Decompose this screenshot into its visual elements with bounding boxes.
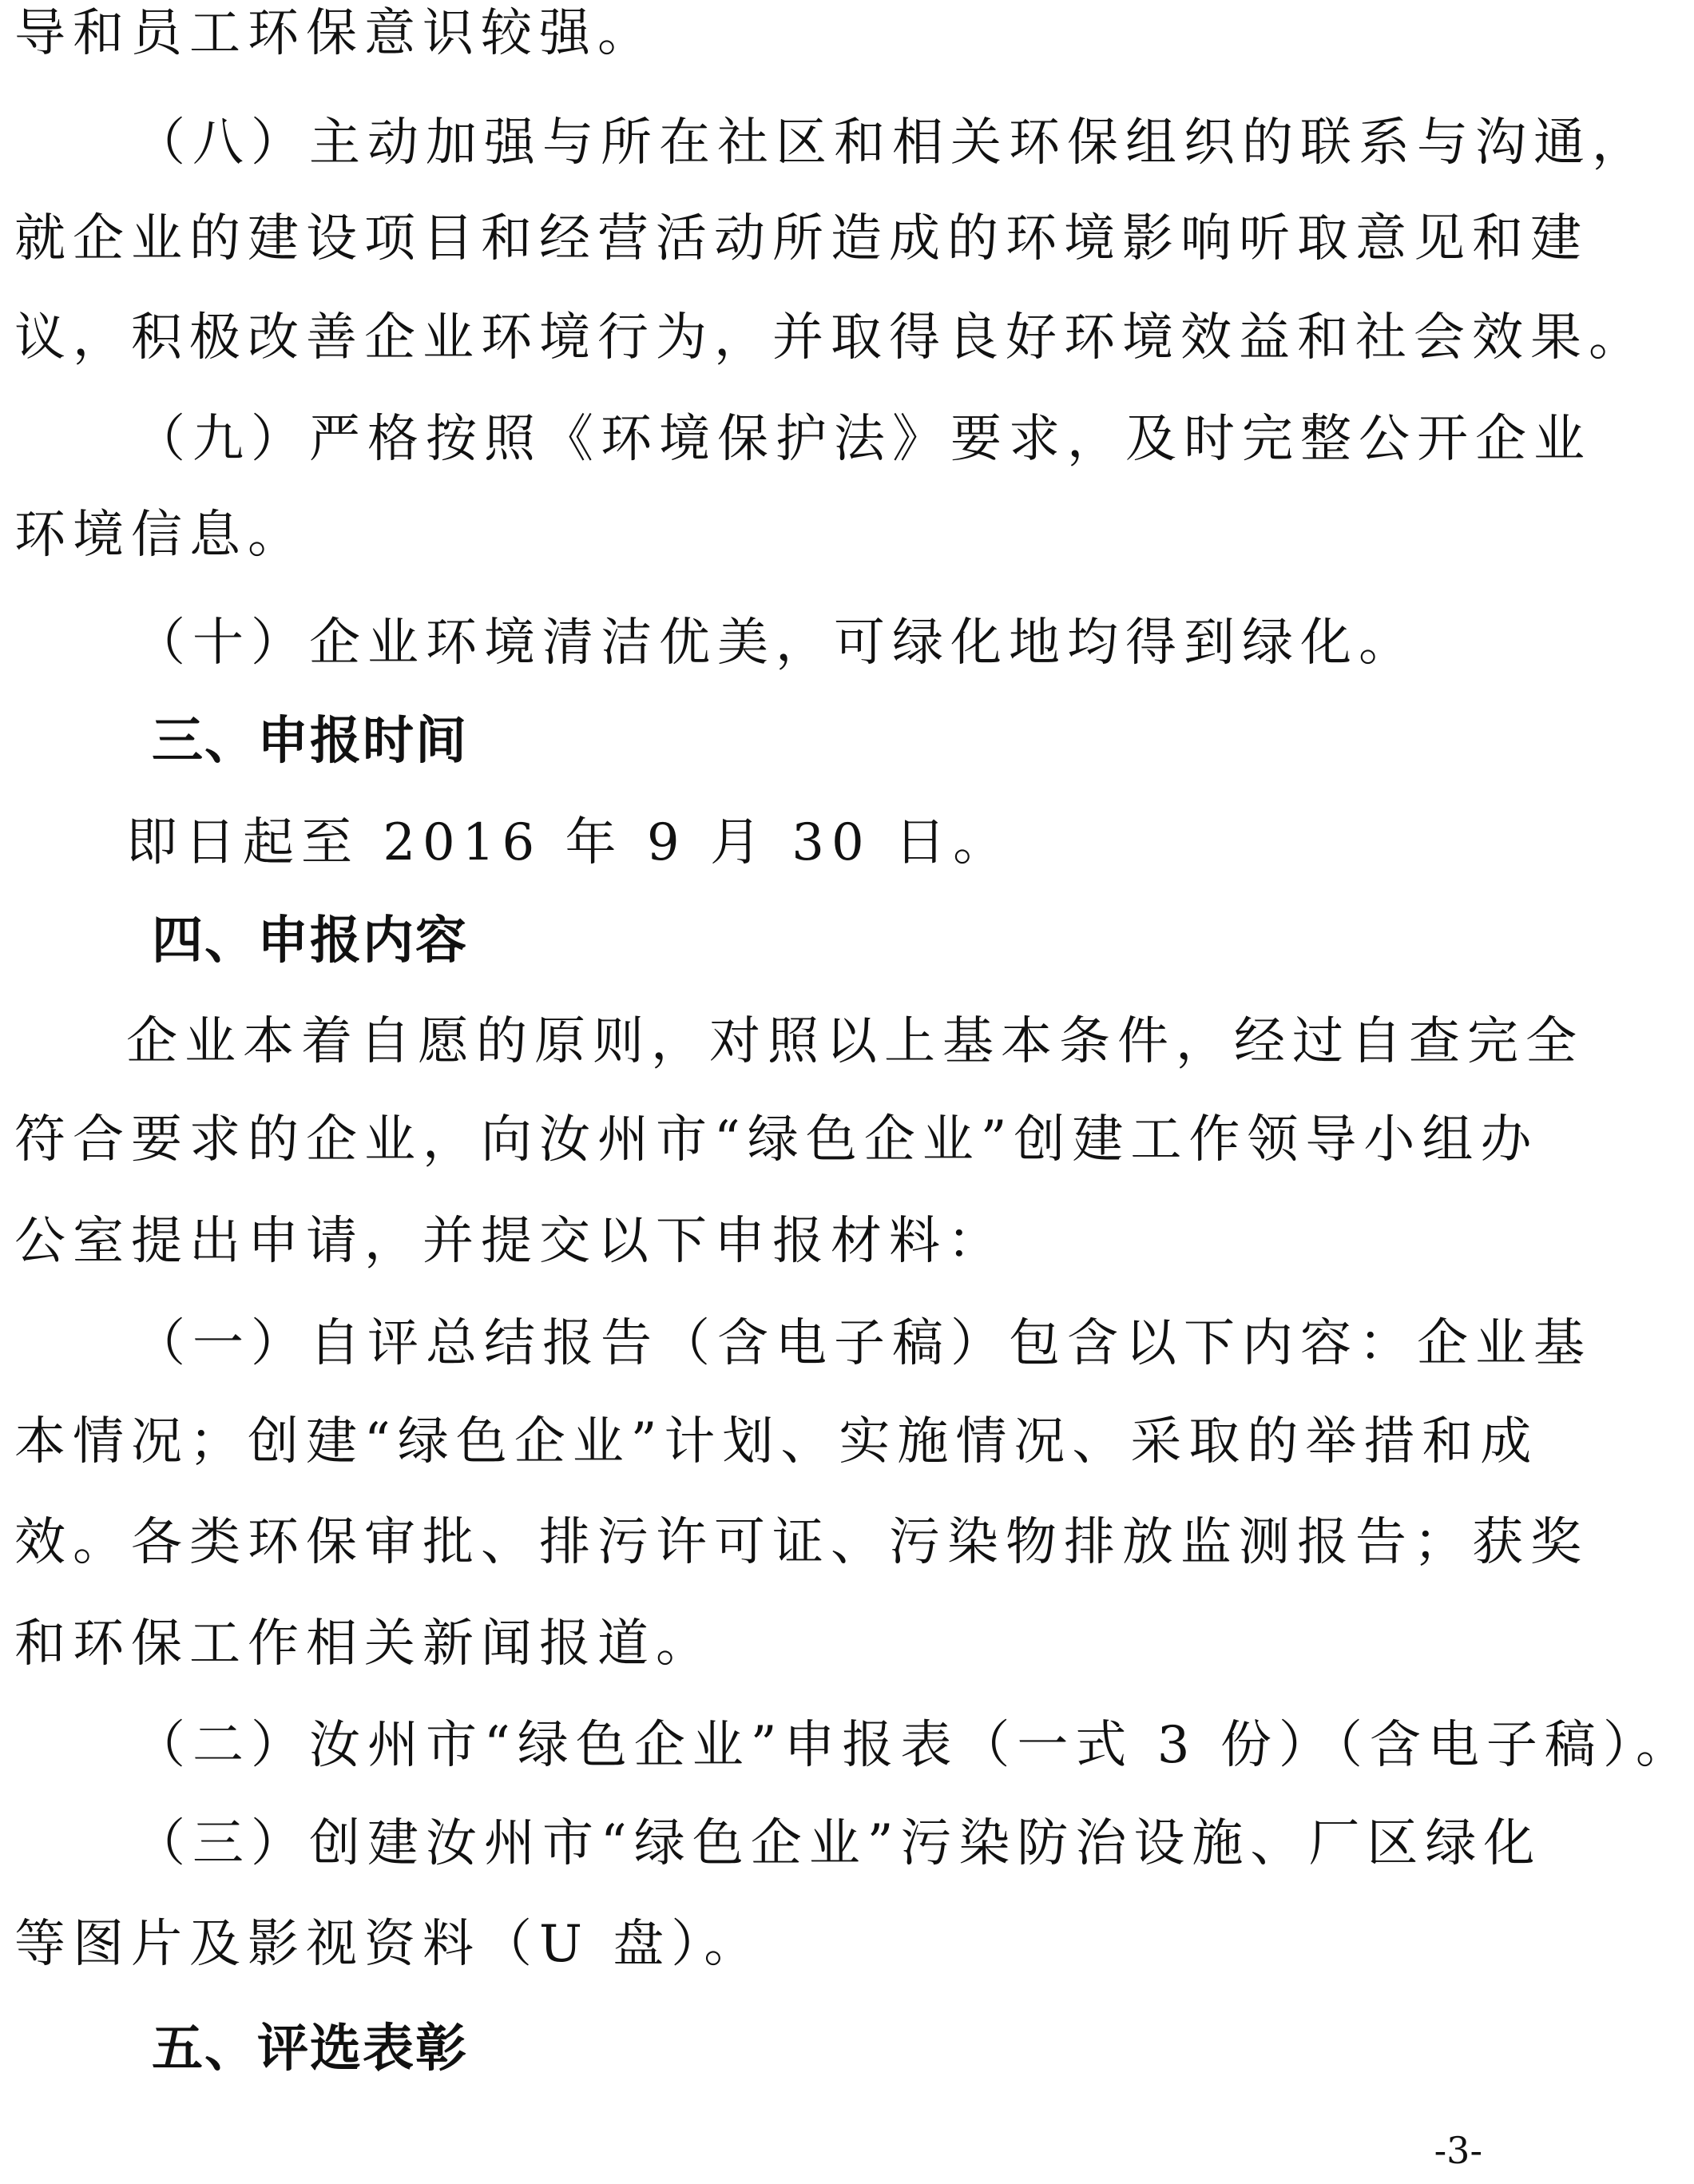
section-heading: 四、申报内容: [152, 911, 468, 971]
section-heading: 五、评选表彰: [152, 2019, 468, 2079]
paragraph-line: 效。各类环保审批、排污许可证、污染物排放监测报告；获奖: [14, 1513, 1589, 1572]
paragraph-line: （二）汝州市“绿色企业”申报表（一式 3 份）（含电子稿）。: [134, 1716, 1694, 1775]
paragraph-line: 议，积极改善企业环境行为，并取得良好环境效益和社会效果。: [14, 308, 1647, 367]
paragraph-line: （一）自评总结报告（含电子稿）包含以下内容：企业基: [134, 1314, 1592, 1373]
paragraph-line: 符合要求的企业，向汝州市“绿色企业”创建工作领导小组办: [14, 1110, 1539, 1169]
paragraph-line: （八）主动加强与所在社区和相关环保组织的联系与沟通，: [134, 113, 1650, 173]
paragraph-line: 公室提出申请，并提交以下申报材料：: [14, 1212, 1006, 1271]
paragraph-line: 和环保工作相关新闻报道。: [14, 1614, 714, 1674]
paragraph-line: 等图片及影视资料（U 盘）。: [14, 1915, 763, 1974]
paragraph-line: （十）企业环境清洁优美，可绿化地均得到绿化。: [134, 614, 1417, 673]
page-number: -3-: [1434, 2129, 1482, 2172]
section-heading: 三、申报时间: [152, 712, 468, 771]
paragraph-line: （三）创建汝州市“绿色企业”污染防治设施、厂区绿化: [134, 1814, 1542, 1873]
paragraph-line: 企业本着自愿的原则，对照以上基本条件，经过自查完全: [126, 1012, 1584, 1071]
paragraph-line: 本情况；创建“绿色企业”计划、实施情况、采取的举措和成: [14, 1412, 1539, 1471]
paragraph-line: 环境信息。: [14, 506, 306, 565]
paragraph-line: 就企业的建设项目和经营活动所造成的环境影响听取意见和建: [14, 209, 1589, 268]
paragraph-line: 即日起至 2016 年 9 月 30 日。: [126, 813, 1012, 872]
paragraph-line: 导和员工环保意识较强。: [14, 4, 656, 63]
paragraph-line: （九）严格按照《环境保护法》要求，及时完整公开企业: [134, 410, 1592, 469]
